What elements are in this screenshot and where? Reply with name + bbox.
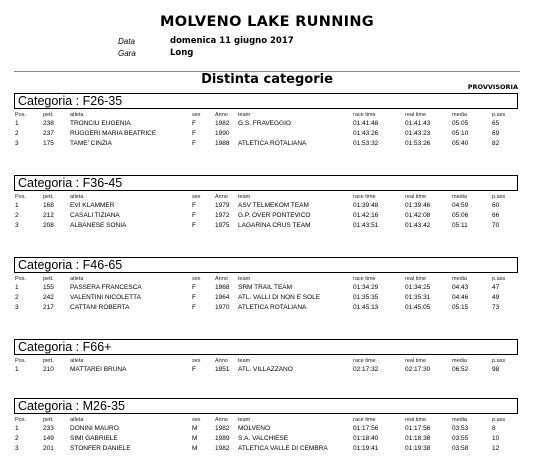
cell-anno: 1990 (215, 130, 230, 137)
cell-pos: 3 (15, 304, 19, 311)
cell-media: 05:10 (452, 130, 469, 137)
category-title: Categoria : M26-35 (14, 398, 518, 414)
cell-team: S.A. VALCHIESE (238, 435, 289, 442)
cell-race-time: 01:41:48 (353, 120, 379, 127)
cell-media: 05:11 (452, 222, 468, 229)
cell-anno: 1982 (215, 120, 230, 127)
cell-pos: 3 (15, 445, 19, 452)
column-header-team: team (238, 112, 251, 118)
cell-pett: 201 (43, 445, 54, 452)
column-header-media: media (452, 417, 467, 423)
date-value: domenica 11 giugno 2017 (170, 36, 294, 46)
column-header-sex: sex (192, 417, 201, 423)
cell-team: ATLETICA VALLE DI CEMBRA (238, 445, 328, 452)
table-row (0, 444, 534, 454)
column-header-media: media (452, 194, 467, 200)
report-title: Distinta categorie (201, 72, 333, 87)
column-header-real-time: real time (405, 194, 427, 200)
cell-p-ass: 49 (492, 294, 500, 301)
column-header-team: team (238, 358, 251, 364)
cell-real-time: 01:45:05 (405, 304, 431, 311)
column-header-team: team (238, 194, 251, 200)
cell-sex: M (192, 445, 198, 452)
cell-media: 05:05 (452, 120, 469, 127)
cell-sex: F (192, 202, 196, 209)
cell-sex: M (192, 435, 198, 442)
column-header-race-time: race time (353, 358, 376, 364)
report-status: PROVVISORIA (467, 83, 518, 91)
table-row (0, 139, 534, 149)
column-header-race-time: race time (353, 194, 376, 200)
cell-p-ass: 65 (492, 120, 500, 127)
cell-p-ass: 8 (492, 425, 496, 432)
cell-p-ass: 70 (492, 222, 500, 229)
cell-atleta: ALBANESE SONIA (70, 222, 127, 229)
column-header-atleta: atleta (70, 194, 84, 200)
cell-p-ass: 69 (492, 130, 500, 137)
column-header-sex: sex (192, 358, 201, 364)
cell-p-ass: 66 (492, 212, 500, 219)
cell-p-ass: 98 (492, 366, 500, 373)
cell-atleta: TAME' CINZIA (70, 140, 112, 147)
cell-media: 05:40 (452, 140, 469, 147)
column-header-p-ass: p.ass (492, 194, 506, 200)
column-header-p-ass: p.ass (492, 276, 506, 282)
cell-real-time: 01:35:31 (405, 294, 431, 301)
cell-pett: 233 (43, 425, 54, 432)
cell-team: ATLETICA ROTALIANA (238, 140, 307, 147)
column-header-anno: Anno (215, 194, 228, 200)
cell-anno: 1988 (215, 140, 230, 147)
column-header-race-time: race time (353, 276, 376, 282)
cell-pett: 155 (43, 284, 54, 291)
cell-anno: 1975 (215, 222, 230, 229)
column-header-atleta: atleta (70, 358, 84, 364)
cell-sex: F (192, 222, 196, 229)
column-header-pos: Pos. (15, 417, 27, 423)
column-header-real-time: real time (405, 276, 427, 282)
cell-real-time: 01:41:43 (405, 120, 431, 127)
cell-pos: 1 (15, 425, 19, 432)
cell-media: 04:46 (452, 294, 469, 301)
column-header-anno: Anno (215, 112, 228, 118)
cell-team: ATLETICA ROTALIANA (238, 304, 307, 311)
cell-anno: 1989 (215, 435, 230, 442)
column-header-sex: sex (192, 276, 201, 282)
cell-pos: 2 (15, 435, 19, 442)
cell-p-ass: 47 (492, 284, 500, 291)
category-title: Categoria : F26-35 (14, 93, 518, 109)
cell-race-time: 01:43:51 (353, 222, 379, 229)
cell-pett: 175 (43, 140, 54, 147)
column-header-media: media (452, 358, 467, 364)
column-header-pos: Pos. (15, 194, 27, 200)
table-row (0, 221, 534, 231)
cell-media: 06:52 (452, 366, 469, 373)
cell-pett: 217 (43, 304, 54, 311)
table-row (0, 211, 534, 221)
cell-pos: 2 (15, 294, 19, 301)
cell-race-time: 01:35:35 (353, 294, 379, 301)
cell-sex: F (192, 120, 196, 127)
cell-pos: 2 (15, 212, 19, 219)
cell-atleta: EVI KLAMMER (70, 202, 115, 209)
cell-media: 03:55 (452, 435, 469, 442)
cell-anno: 1972 (215, 212, 230, 219)
cell-atleta: CASALI TIZIANA (70, 212, 120, 219)
column-header-pos: Pos. (15, 358, 27, 364)
cell-race-time: 01:39:48 (353, 202, 379, 209)
cell-media: 03:53 (452, 425, 469, 432)
cell-media: 04:43 (452, 284, 469, 291)
cell-race-time: 01:34:29 (353, 284, 379, 291)
column-header-media: media (452, 276, 467, 282)
cell-real-time: 01:43:42 (405, 222, 431, 229)
cell-real-time: 01:39:46 (405, 202, 431, 209)
column-header-p-ass: p.ass (492, 417, 506, 423)
column-header-anno: Anno (215, 276, 228, 282)
cell-p-ass: 73 (492, 304, 500, 311)
cell-team: ASV TELMEKOM TEAM (238, 202, 309, 209)
column-header-pett: pett. (43, 276, 54, 282)
cell-media: 03:58 (452, 445, 469, 452)
cell-team: ATL. VALLI DI NON E SOLE (238, 294, 321, 301)
cell-p-ass: 60 (492, 202, 500, 209)
cell-race-time: 01:45:13 (353, 304, 379, 311)
cell-atleta: DONINI MAURO (70, 425, 119, 432)
cell-pos: 3 (15, 140, 19, 147)
cell-p-ass: 82 (492, 140, 500, 147)
column-header-anno: Anno (215, 358, 228, 364)
cell-real-time: 01:17:56 (405, 425, 431, 432)
column-header-race-time: race time (353, 417, 376, 423)
cell-race-time: 01:42:16 (353, 212, 379, 219)
column-header-sex: sex (192, 194, 201, 200)
cell-race-time: 01:53:32 (353, 140, 379, 147)
table-row (0, 303, 534, 313)
cell-p-ass: 12 (492, 445, 500, 452)
cell-real-time: 01:34:25 (405, 284, 431, 291)
cell-pett: 210 (43, 366, 54, 373)
cell-anno: 1982 (215, 445, 230, 452)
cell-sex: F (192, 294, 196, 301)
date-label: Data (118, 37, 135, 46)
column-header-real-time: real time (405, 417, 427, 423)
column-header-atleta: atleta (70, 276, 84, 282)
table-row (0, 424, 534, 434)
cell-pett: 208 (43, 222, 54, 229)
cell-pett: 238 (43, 120, 54, 127)
column-header-pett: pett. (43, 417, 54, 423)
cell-pos: 3 (15, 222, 19, 229)
cell-media: 05:15 (452, 304, 469, 311)
cell-atleta: SIMI GABRIELE (70, 435, 118, 442)
race-label: Gara (118, 49, 136, 58)
cell-real-time: 01:43:23 (405, 130, 431, 137)
cell-team: LAGARINA CRUS TEAM (238, 222, 311, 229)
race-value: Long (170, 48, 194, 58)
table-row (0, 283, 534, 293)
cell-real-time: 01:42:08 (405, 212, 431, 219)
column-header-atleta: atleta (70, 417, 84, 423)
table-row (0, 365, 534, 375)
table-row (0, 201, 534, 211)
column-header-pos: Pos. (15, 276, 27, 282)
cell-sex: F (192, 366, 196, 373)
column-header-pos: Pos. (15, 112, 27, 118)
cell-atleta: CATTANI ROBERTA (70, 304, 130, 311)
category-title: Categoria : F46-65 (14, 257, 518, 273)
cell-atleta: PASSERA FRANCESCA (70, 284, 142, 291)
cell-media: 04:59 (452, 202, 469, 209)
cell-anno: 1979 (215, 202, 230, 209)
cell-team: G.S. FRAVEGGIO (238, 120, 291, 127)
cell-anno: 1964 (215, 294, 230, 301)
cell-pos: 2 (15, 130, 19, 137)
cell-anno: 1982 (215, 425, 230, 432)
cell-real-time: 01:19:38 (405, 445, 431, 452)
cell-sex: F (192, 212, 196, 219)
cell-pett: 149 (43, 435, 54, 442)
cell-media: 05:06 (452, 212, 469, 219)
cell-real-time: 01:18:38 (405, 435, 431, 442)
cell-atleta: VALENTINI NICOLETTA (70, 294, 141, 301)
cell-pos: 1 (15, 120, 19, 127)
column-header-team: team (238, 276, 251, 282)
cell-race-time: 01:43:26 (353, 130, 379, 137)
table-row (0, 293, 534, 303)
category-title: Categoria : F36-45 (14, 175, 518, 191)
column-header-p-ass: p.ass (492, 112, 506, 118)
cell-sex: F (192, 284, 196, 291)
cell-sex: F (192, 304, 196, 311)
event-title: MOLVENO LAKE RUNNING (160, 14, 374, 30)
column-header-p-ass: p.ass (492, 358, 506, 364)
cell-pos: 1 (15, 366, 19, 373)
column-header-anno: Anno (215, 417, 228, 423)
column-header-pett: pett. (43, 358, 54, 364)
column-header-media: media (452, 112, 467, 118)
column-header-team: team (238, 417, 251, 423)
cell-pett: 168 (43, 202, 54, 209)
column-header-real-time: real time (405, 112, 427, 118)
column-header-atleta: atleta (70, 112, 84, 118)
table-row (0, 119, 534, 129)
table-row (0, 434, 534, 444)
column-header-race-time: race time (353, 112, 376, 118)
cell-real-time: 01:53:26 (405, 140, 431, 147)
cell-team: ATL. VILLAZZANO (238, 366, 293, 373)
cell-race-time: 01:17:56 (353, 425, 379, 432)
cell-pett: 242 (43, 294, 54, 301)
cell-p-ass: 10 (492, 435, 500, 442)
cell-team: G.P. OVER PONTEVICO (238, 212, 311, 219)
cell-race-time: 02:17:32 (353, 366, 379, 373)
category-title: Categoria : F66+ (14, 339, 518, 355)
cell-team: MOLVENO (238, 425, 271, 432)
cell-atleta: RUGGERI MARIA BEATRICE (70, 130, 157, 137)
cell-sex: F (192, 140, 196, 147)
cell-race-time: 01:18:40 (353, 435, 379, 442)
cell-atleta: TRONCIU EUGENIA (70, 120, 131, 127)
column-header-real-time: real time (405, 358, 427, 364)
column-header-sex: sex (192, 112, 201, 118)
table-row (0, 129, 534, 139)
cell-atleta: STONFER DANIELE (70, 445, 131, 452)
cell-race-time: 01:19:41 (353, 445, 379, 452)
cell-sex: F (192, 130, 196, 137)
cell-team: SRM TRAIL TEAM (238, 284, 293, 291)
column-header-pett: pett. (43, 112, 54, 118)
cell-pos: 1 (15, 284, 19, 291)
cell-sex: M (192, 425, 198, 432)
cell-pett: 237 (43, 130, 54, 137)
column-header-pett: pett. (43, 194, 54, 200)
cell-anno: 1951 (215, 366, 230, 373)
cell-real-time: 02:17:30 (405, 366, 431, 373)
cell-pos: 1 (15, 202, 19, 209)
cell-anno: 1970 (215, 304, 230, 311)
cell-pett: 212 (43, 212, 54, 219)
cell-atleta: MATTAREI BRUNA (70, 366, 127, 373)
cell-anno: 1968 (215, 284, 230, 291)
